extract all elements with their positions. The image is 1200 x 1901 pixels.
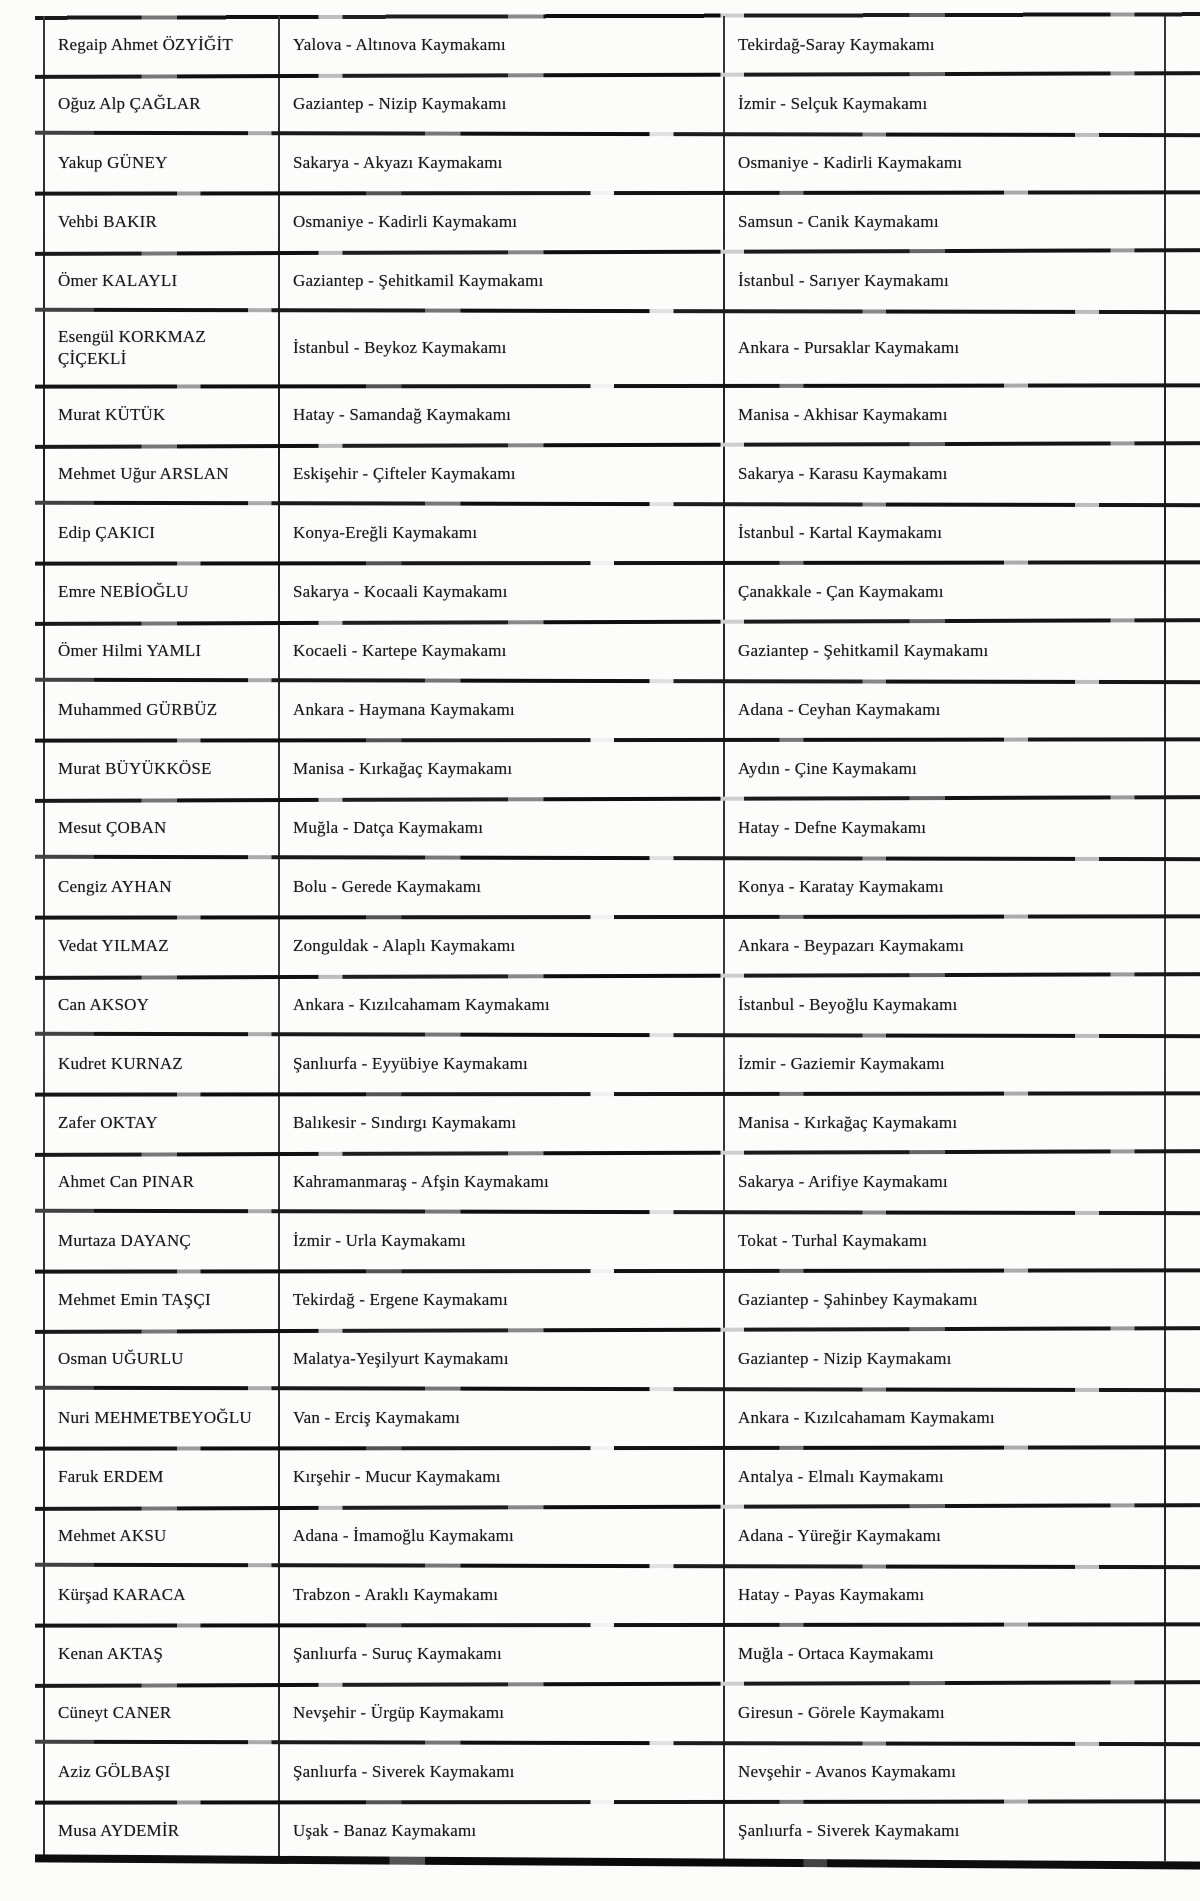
new-post-text: Muğla - Ortaca Kaymakamı (738, 1643, 934, 1663)
previous-post-cell (278, 1625, 723, 1684)
new-post-cell (723, 1802, 1165, 1861)
name-cell (43, 1330, 278, 1389)
new-post-text: Samsun - Canik Kaymakamı (738, 211, 939, 231)
new-post-text: Hatay - Payas Kaymakamı (738, 1584, 925, 1604)
name-text: Mehmet Uğur ARSLAN (58, 463, 229, 483)
table-row (43, 1271, 1165, 1330)
name-text: Nuri MEHMETBEYOĞLU (58, 1407, 252, 1427)
table-row (43, 1212, 1165, 1271)
previous-post-text: Eskişehir - Çifteler Kaymakamı (293, 463, 516, 483)
table-row (43, 976, 1165, 1035)
previous-post-text: Balıkesir - Sındırgı Kaymakamı (293, 1112, 517, 1132)
table-row (43, 134, 1165, 193)
previous-post-text: Gaziantep - Nizip Kaymakamı (293, 93, 507, 113)
name-cell (43, 193, 278, 252)
new-post-text: Konya - Karatay Kaymakamı (738, 876, 944, 896)
name-cell (43, 386, 278, 445)
previous-post-text: Gaziantep - Şehitkamil Kaymakamı (293, 270, 544, 290)
name-text: Esengül KORKMAZ ÇİÇEKLİ (58, 327, 206, 368)
previous-post-cell (278, 799, 723, 858)
previous-post-cell (278, 16, 723, 75)
new-post-cell (723, 681, 1165, 740)
previous-post-cell (278, 1035, 723, 1094)
previous-post-cell (278, 504, 723, 563)
previous-post-cell (278, 1153, 723, 1212)
table-row (43, 563, 1165, 622)
name-cell (43, 1743, 278, 1802)
new-post-text: Tekirdağ-Saray Kaymakamı (738, 34, 935, 54)
name-text: Osman UĞURLU (58, 1348, 184, 1368)
previous-post-text: Kahramanmaraş - Afşin Kaymakamı (293, 1171, 549, 1191)
previous-post-text: Zonguldak - Alaplı Kaymakamı (293, 935, 516, 955)
table-row (43, 1507, 1165, 1566)
name-text: Mehmet Emin TAŞÇI (58, 1289, 211, 1309)
table-row (43, 1743, 1165, 1802)
name-cell (43, 1566, 278, 1625)
new-post-text: Adana - Ceyhan Kaymakamı (738, 699, 941, 719)
previous-post-text: Şanlıurfa - Eyyübiye Kaymakamı (293, 1053, 528, 1073)
new-post-cell (723, 445, 1165, 504)
name-cell (43, 134, 278, 193)
previous-post-text: Kırşehir - Mucur Kaymakamı (293, 1466, 501, 1486)
name-cell (43, 1094, 278, 1153)
name-text: Vehbi BAKIR (58, 211, 158, 231)
name-text: Faruk ERDEM (58, 1466, 164, 1486)
previous-post-cell (278, 75, 723, 134)
previous-post-cell (278, 681, 723, 740)
name-text: Mehmet AKSU (58, 1525, 167, 1545)
table-row (43, 1153, 1165, 1212)
new-post-text: Gaziantep - Nizip Kaymakamı (738, 1348, 952, 1368)
new-post-cell (723, 976, 1165, 1035)
name-text: Regaip Ahmet ÖZYİĞİT (58, 34, 233, 54)
name-text: Ömer Hilmi YAMLI (58, 640, 202, 660)
previous-post-text: Van - Erciş Kaymakamı (293, 1407, 461, 1427)
previous-post-text: Yalova - Altınova Kaymakamı (293, 34, 506, 54)
table-row (43, 1035, 1165, 1094)
previous-post-cell (278, 917, 723, 976)
name-cell (43, 75, 278, 134)
new-post-text: Ankara - Kızılcahamam Kaymakamı (738, 1407, 995, 1427)
name-cell (43, 740, 278, 799)
name-cell (43, 1035, 278, 1094)
previous-post-cell (278, 1566, 723, 1625)
previous-post-cell (278, 445, 723, 504)
previous-post-text: Ankara - Haymana Kaymakamı (293, 699, 515, 719)
new-post-cell (723, 1389, 1165, 1448)
new-post-cell (723, 917, 1165, 976)
new-post-text: Manisa - Kırkağaç Kaymakamı (738, 1112, 958, 1132)
new-post-cell (723, 622, 1165, 681)
table-row (43, 311, 1165, 386)
new-post-cell (723, 1035, 1165, 1094)
new-post-cell (723, 799, 1165, 858)
new-post-cell (723, 1153, 1165, 1212)
name-text: Cüneyt CANER (58, 1702, 172, 1722)
new-post-cell (723, 1566, 1165, 1625)
name-text: Vedat YILMAZ (58, 935, 169, 955)
new-post-text: İstanbul - Beyoğlu Kaymakamı (738, 994, 958, 1014)
new-post-cell (723, 1684, 1165, 1743)
new-post-cell (723, 1448, 1165, 1507)
previous-post-cell (278, 1389, 723, 1448)
previous-post-cell (278, 563, 723, 622)
name-cell (43, 622, 278, 681)
new-post-text: Çanakkale - Çan Kaymakamı (738, 581, 944, 601)
table-row (43, 1566, 1165, 1625)
new-post-text: Adana - Yüreğir Kaymakamı (738, 1525, 942, 1545)
new-post-text: Osmaniye - Kadirli Kaymakamı (738, 152, 963, 172)
new-post-text: İstanbul - Sarıyer Kaymakamı (738, 270, 949, 290)
new-post-cell (723, 1625, 1165, 1684)
table-row (43, 917, 1165, 976)
new-post-text: Ankara - Pursaklar Kaymakamı (738, 337, 960, 357)
name-text: Kürşad KARACA (58, 1584, 186, 1604)
previous-post-text: Sakarya - Kocaali Kaymakamı (293, 581, 508, 601)
new-post-cell (723, 1271, 1165, 1330)
new-post-cell (723, 740, 1165, 799)
new-post-cell (723, 1507, 1165, 1566)
previous-post-cell (278, 1271, 723, 1330)
name-text: Ahmet Can PINAR (58, 1171, 195, 1191)
name-text: Kenan AKTAŞ (58, 1643, 164, 1663)
name-text: Murtaza DAYANÇ (58, 1230, 191, 1250)
name-text: Murat BÜYÜKKÖSE (58, 758, 212, 778)
new-post-cell (723, 858, 1165, 917)
table-row (43, 1094, 1165, 1153)
new-post-text: Manisa - Akhisar Kaymakamı (738, 404, 948, 424)
new-post-text: Şanlıurfa - Siverek Kaymakamı (738, 1820, 960, 1840)
previous-post-cell (278, 386, 723, 445)
new-post-text: İzmir - Selçuk Kaymakamı (738, 93, 928, 113)
new-post-text: Antalya - Elmalı Kaymakamı (738, 1466, 944, 1486)
table-row (43, 622, 1165, 681)
name-cell (43, 252, 278, 311)
previous-post-text: Adana - İmamoğlu Kaymakamı (293, 1525, 514, 1545)
new-post-cell (723, 252, 1165, 311)
new-post-text: İstanbul - Kartal Kaymakamı (738, 522, 943, 542)
name-cell (43, 16, 278, 75)
new-post-cell (723, 504, 1165, 563)
previous-post-text: Hatay - Samandağ Kaymakamı (293, 404, 512, 424)
previous-post-cell (278, 1448, 723, 1507)
table-row (43, 1625, 1165, 1684)
new-post-cell (723, 134, 1165, 193)
previous-post-cell (278, 311, 723, 386)
table-row (43, 681, 1165, 740)
table-row (43, 252, 1165, 311)
new-post-text: Gaziantep - Şehitkamil Kaymakamı (738, 640, 989, 660)
table-row (43, 1389, 1165, 1448)
previous-post-cell (278, 1212, 723, 1271)
new-post-cell (723, 75, 1165, 134)
name-text: Edip ÇAKICI (58, 522, 156, 542)
new-post-cell (723, 193, 1165, 252)
previous-post-cell (278, 740, 723, 799)
new-post-text: Aydın - Çine Kaymakamı (738, 758, 917, 778)
name-cell (43, 858, 278, 917)
name-cell (43, 1153, 278, 1212)
name-cell (43, 917, 278, 976)
new-post-cell (723, 1094, 1165, 1153)
name-text: Zafer OKTAY (58, 1112, 158, 1132)
table-row (43, 858, 1165, 917)
table-row (43, 75, 1165, 134)
new-post-text: Sakarya - Karasu Kaymakamı (738, 463, 948, 483)
previous-post-text: Şanlıurfa - Siverek Kaymakamı (293, 1761, 515, 1781)
previous-post-text: Konya-Ereğli Kaymakamı (293, 522, 478, 542)
name-cell (43, 976, 278, 1035)
name-cell (43, 504, 278, 563)
name-text: Can AKSOY (58, 994, 150, 1014)
table-row (43, 16, 1165, 75)
name-cell (43, 563, 278, 622)
name-text: Ömer KALAYLI (58, 270, 178, 290)
previous-post-text: Trabzon - Araklı Kaymakamı (293, 1584, 499, 1604)
previous-post-text: Osmaniye - Kadirli Kaymakamı (293, 211, 518, 231)
new-post-cell (723, 311, 1165, 386)
name-cell (43, 1684, 278, 1743)
previous-post-cell (278, 1094, 723, 1153)
new-post-cell (723, 1330, 1165, 1389)
table-row (43, 445, 1165, 504)
new-post-text: Ankara - Beypazarı Kaymakamı (738, 935, 965, 955)
previous-post-cell (278, 1743, 723, 1802)
previous-post-text: Muğla - Datça Kaymakamı (293, 817, 484, 837)
previous-post-cell (278, 1684, 723, 1743)
previous-post-cell (278, 193, 723, 252)
new-post-text: İzmir - Gaziemir Kaymakamı (738, 1053, 945, 1073)
previous-post-text: Uşak - Banaz Kaymakamı (293, 1820, 477, 1840)
previous-post-text: Malatya-Yeşilyurt Kaymakamı (293, 1348, 509, 1368)
name-cell (43, 1389, 278, 1448)
previous-post-text: Ankara - Kızılcahamam Kaymakamı (293, 994, 550, 1014)
name-text: Mesut ÇOBAN (58, 817, 167, 837)
new-post-text: Sakarya - Arifiye Kaymakamı (738, 1171, 948, 1191)
table-row (43, 1802, 1165, 1861)
name-cell (43, 799, 278, 858)
name-text: Aziz GÖLBAŞI (58, 1761, 171, 1781)
previous-post-text: İstanbul - Beykoz Kaymakamı (293, 337, 507, 357)
table-row (43, 386, 1165, 445)
new-post-cell (723, 563, 1165, 622)
previous-post-text: Sakarya - Akyazı Kaymakamı (293, 152, 503, 172)
new-post-cell (723, 386, 1165, 445)
name-cell (43, 1507, 278, 1566)
table-row (43, 740, 1165, 799)
new-post-text: Hatay - Defne Kaymakamı (738, 817, 927, 837)
name-cell (43, 445, 278, 504)
previous-post-cell (278, 252, 723, 311)
name-text: Musa AYDEMİR (58, 1820, 180, 1840)
name-cell (43, 1271, 278, 1330)
previous-post-text: Bolu - Gerede Kaymakamı (293, 876, 482, 896)
table-rows (43, 16, 1165, 1861)
name-text: Kudret KURNAZ (58, 1053, 183, 1073)
previous-post-cell (278, 1507, 723, 1566)
name-cell (43, 1625, 278, 1684)
previous-post-text: Şanlıurfa - Suruç Kaymakamı (293, 1643, 502, 1663)
previous-post-text: Nevşehir - Ürgüp Kaymakamı (293, 1702, 505, 1722)
previous-post-cell (278, 622, 723, 681)
table-row (43, 1684, 1165, 1743)
new-post-cell (723, 16, 1165, 75)
name-text: Emre NEBİOĞLU (58, 581, 189, 601)
previous-post-cell (278, 1330, 723, 1389)
name-cell (43, 681, 278, 740)
name-text: Muhammed GÜRBÜZ (58, 699, 218, 719)
previous-post-cell (278, 134, 723, 193)
previous-post-cell (278, 1802, 723, 1861)
name-cell (43, 1212, 278, 1271)
new-post-text: Nevşehir - Avanos Kaymakamı (738, 1761, 956, 1781)
new-post-cell (723, 1212, 1165, 1271)
name-cell (43, 1802, 278, 1861)
name-text: Yakup GÜNEY (58, 152, 168, 172)
name-text: Murat KÜTÜK (58, 404, 166, 424)
new-post-text: Gaziantep - Şahinbey Kaymakamı (738, 1289, 978, 1309)
name-text: Cengiz AYHAN (58, 876, 172, 896)
appointments-table (43, 16, 1165, 1861)
name-cell (43, 1448, 278, 1507)
previous-post-text: Tekirdağ - Ergene Kaymakamı (293, 1289, 508, 1309)
name-text: Oğuz Alp ÇAĞLAR (58, 93, 201, 113)
new-post-text: Tokat - Turhal Kaymakamı (738, 1230, 928, 1250)
table-row (43, 1448, 1165, 1507)
table-row (43, 1330, 1165, 1389)
previous-post-cell (278, 976, 723, 1035)
new-post-text: Giresun - Görele Kaymakamı (738, 1702, 945, 1722)
table-row (43, 504, 1165, 563)
table-row (43, 799, 1165, 858)
table-row (43, 193, 1165, 252)
previous-post-text: Manisa - Kırkağaç Kaymakamı (293, 758, 513, 778)
new-post-cell (723, 1743, 1165, 1802)
previous-post-cell (278, 858, 723, 917)
previous-post-text: İzmir - Urla Kaymakamı (293, 1230, 466, 1250)
previous-post-text: Kocaeli - Kartepe Kaymakamı (293, 640, 507, 660)
name-cell (43, 311, 278, 386)
